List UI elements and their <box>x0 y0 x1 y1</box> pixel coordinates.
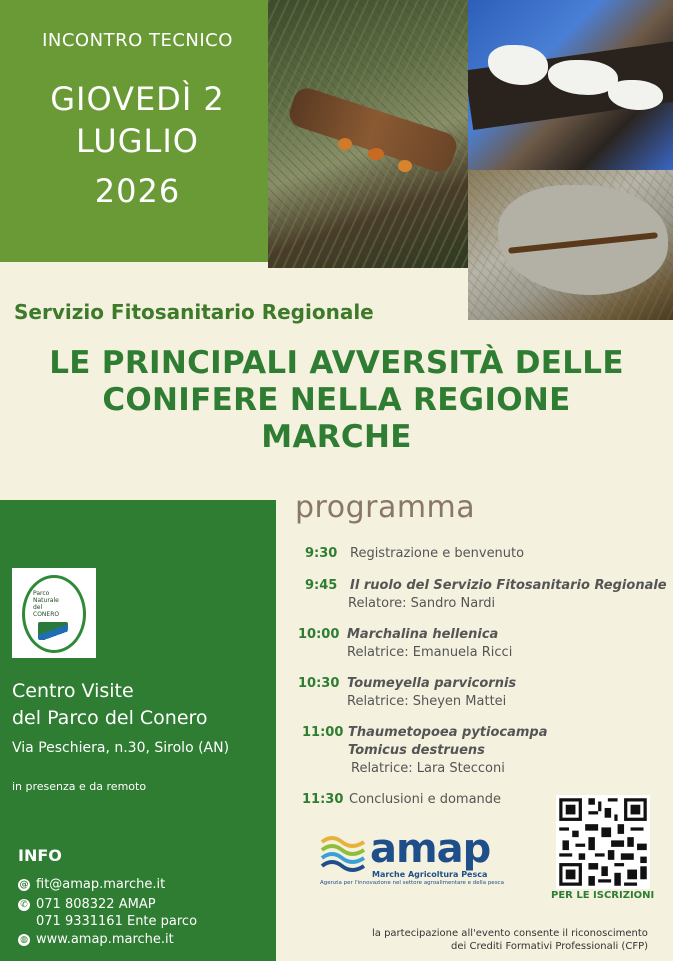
programme-item: Toumeyella parvicornis <box>347 676 517 691</box>
main-title <box>0 345 673 456</box>
parco-logo-text: Parco Naturale del CONERO <box>33 590 60 618</box>
phone-icon: ✆ <box>18 899 30 911</box>
programme-item: Marchalina hellenica <box>347 627 499 642</box>
info-phone-2: 071 9331161 Ente parco <box>36 914 198 929</box>
info-email[interactable]: fit@amap.marche.it <box>36 877 166 892</box>
info-phone-1: 071 808322 AMAP <box>36 897 156 912</box>
title-line-3: MARCHE <box>261 419 412 455</box>
caterpillar-photo <box>468 170 673 320</box>
programme-time: 9:30 <box>305 546 338 561</box>
programme-item: Il ruolo del Servizio Fitosanitario Regionale <box>350 578 667 593</box>
pine-branch-photo <box>268 0 468 268</box>
globe-icon: ◍ <box>18 934 30 946</box>
programme-speaker: Relatrice: Sheyen Mattei <box>347 694 507 709</box>
registration-qr-code[interactable] <box>556 795 650 889</box>
venue-name-line-2: del Parco del Conero <box>12 707 208 729</box>
date-box <box>0 0 275 262</box>
amap-subtitle: Marche Agricoltura Pesca <box>372 870 488 879</box>
amap-logo-word: amap <box>370 826 491 872</box>
credits-line-1: la partecipazione all'evento consente il riconoscimento <box>372 928 648 939</box>
programme-item: Thaumetopoea pytiocampa <box>348 725 548 740</box>
info-title: INFO <box>18 846 62 865</box>
info-phone-row-2 <box>18 914 197 929</box>
amap-tagline: Agenzia per l'innovazione nel settore agroalimentare e della pesca <box>320 880 504 886</box>
email-icon: @ <box>19 879 29 890</box>
credits-line-2: dei Crediti Formativi Professionali (CFP) <box>451 941 649 952</box>
programme-time: 11:00 <box>302 725 344 740</box>
info-email-row[interactable] <box>18 877 165 892</box>
attendance-mode: in presenza e da remoto <box>12 780 147 793</box>
programme-speaker: Relatore: Sandro Nardi <box>348 596 496 611</box>
programme-time: 10:30 <box>298 676 340 691</box>
programme-time: 9:45 <box>305 578 338 593</box>
programme-item-2: Tomicus destruens <box>348 743 485 758</box>
event-day: GIOVEDÌ 2 <box>50 80 225 118</box>
qr-label: PER LE ISCRIZIONI <box>551 890 655 901</box>
info-phone-row <box>18 897 156 912</box>
scale-insect-photo <box>468 0 673 170</box>
programme-title: programma <box>295 490 476 525</box>
info-web-row[interactable] <box>18 932 174 947</box>
parco-logo-wave-icon <box>38 622 68 640</box>
event-label: INCONTRO TECNICO <box>42 30 233 51</box>
programme-time: 10:00 <box>298 627 340 642</box>
programme-item: Registrazione e benvenuto <box>350 546 525 561</box>
event-year: 2026 <box>94 172 181 210</box>
programme-speaker: Relatrice: Emanuela Ricci <box>347 645 513 660</box>
programme-speaker: Relatrice: Lara Stecconi <box>351 761 505 776</box>
venue-address: Via Peschiera, n.30, Sirolo (AN) <box>12 740 230 756</box>
title-line-1: LE PRINCIPALI AVVERSITÀ DELLE <box>49 345 624 381</box>
event-month: LUGLIO <box>76 122 199 160</box>
programme-item: Conclusioni e domande <box>349 792 502 807</box>
title-line-2: CONIFERE NELLA REGIONE <box>102 382 571 418</box>
info-web[interactable]: www.amap.marche.it <box>36 932 174 947</box>
venue-name-line-1: Centro Visite <box>12 680 134 702</box>
programme-time: 11:30 <box>302 792 344 807</box>
amap-waves-icon <box>320 832 366 874</box>
organizer: Servizio Fitosanitario Regionale <box>14 300 374 324</box>
